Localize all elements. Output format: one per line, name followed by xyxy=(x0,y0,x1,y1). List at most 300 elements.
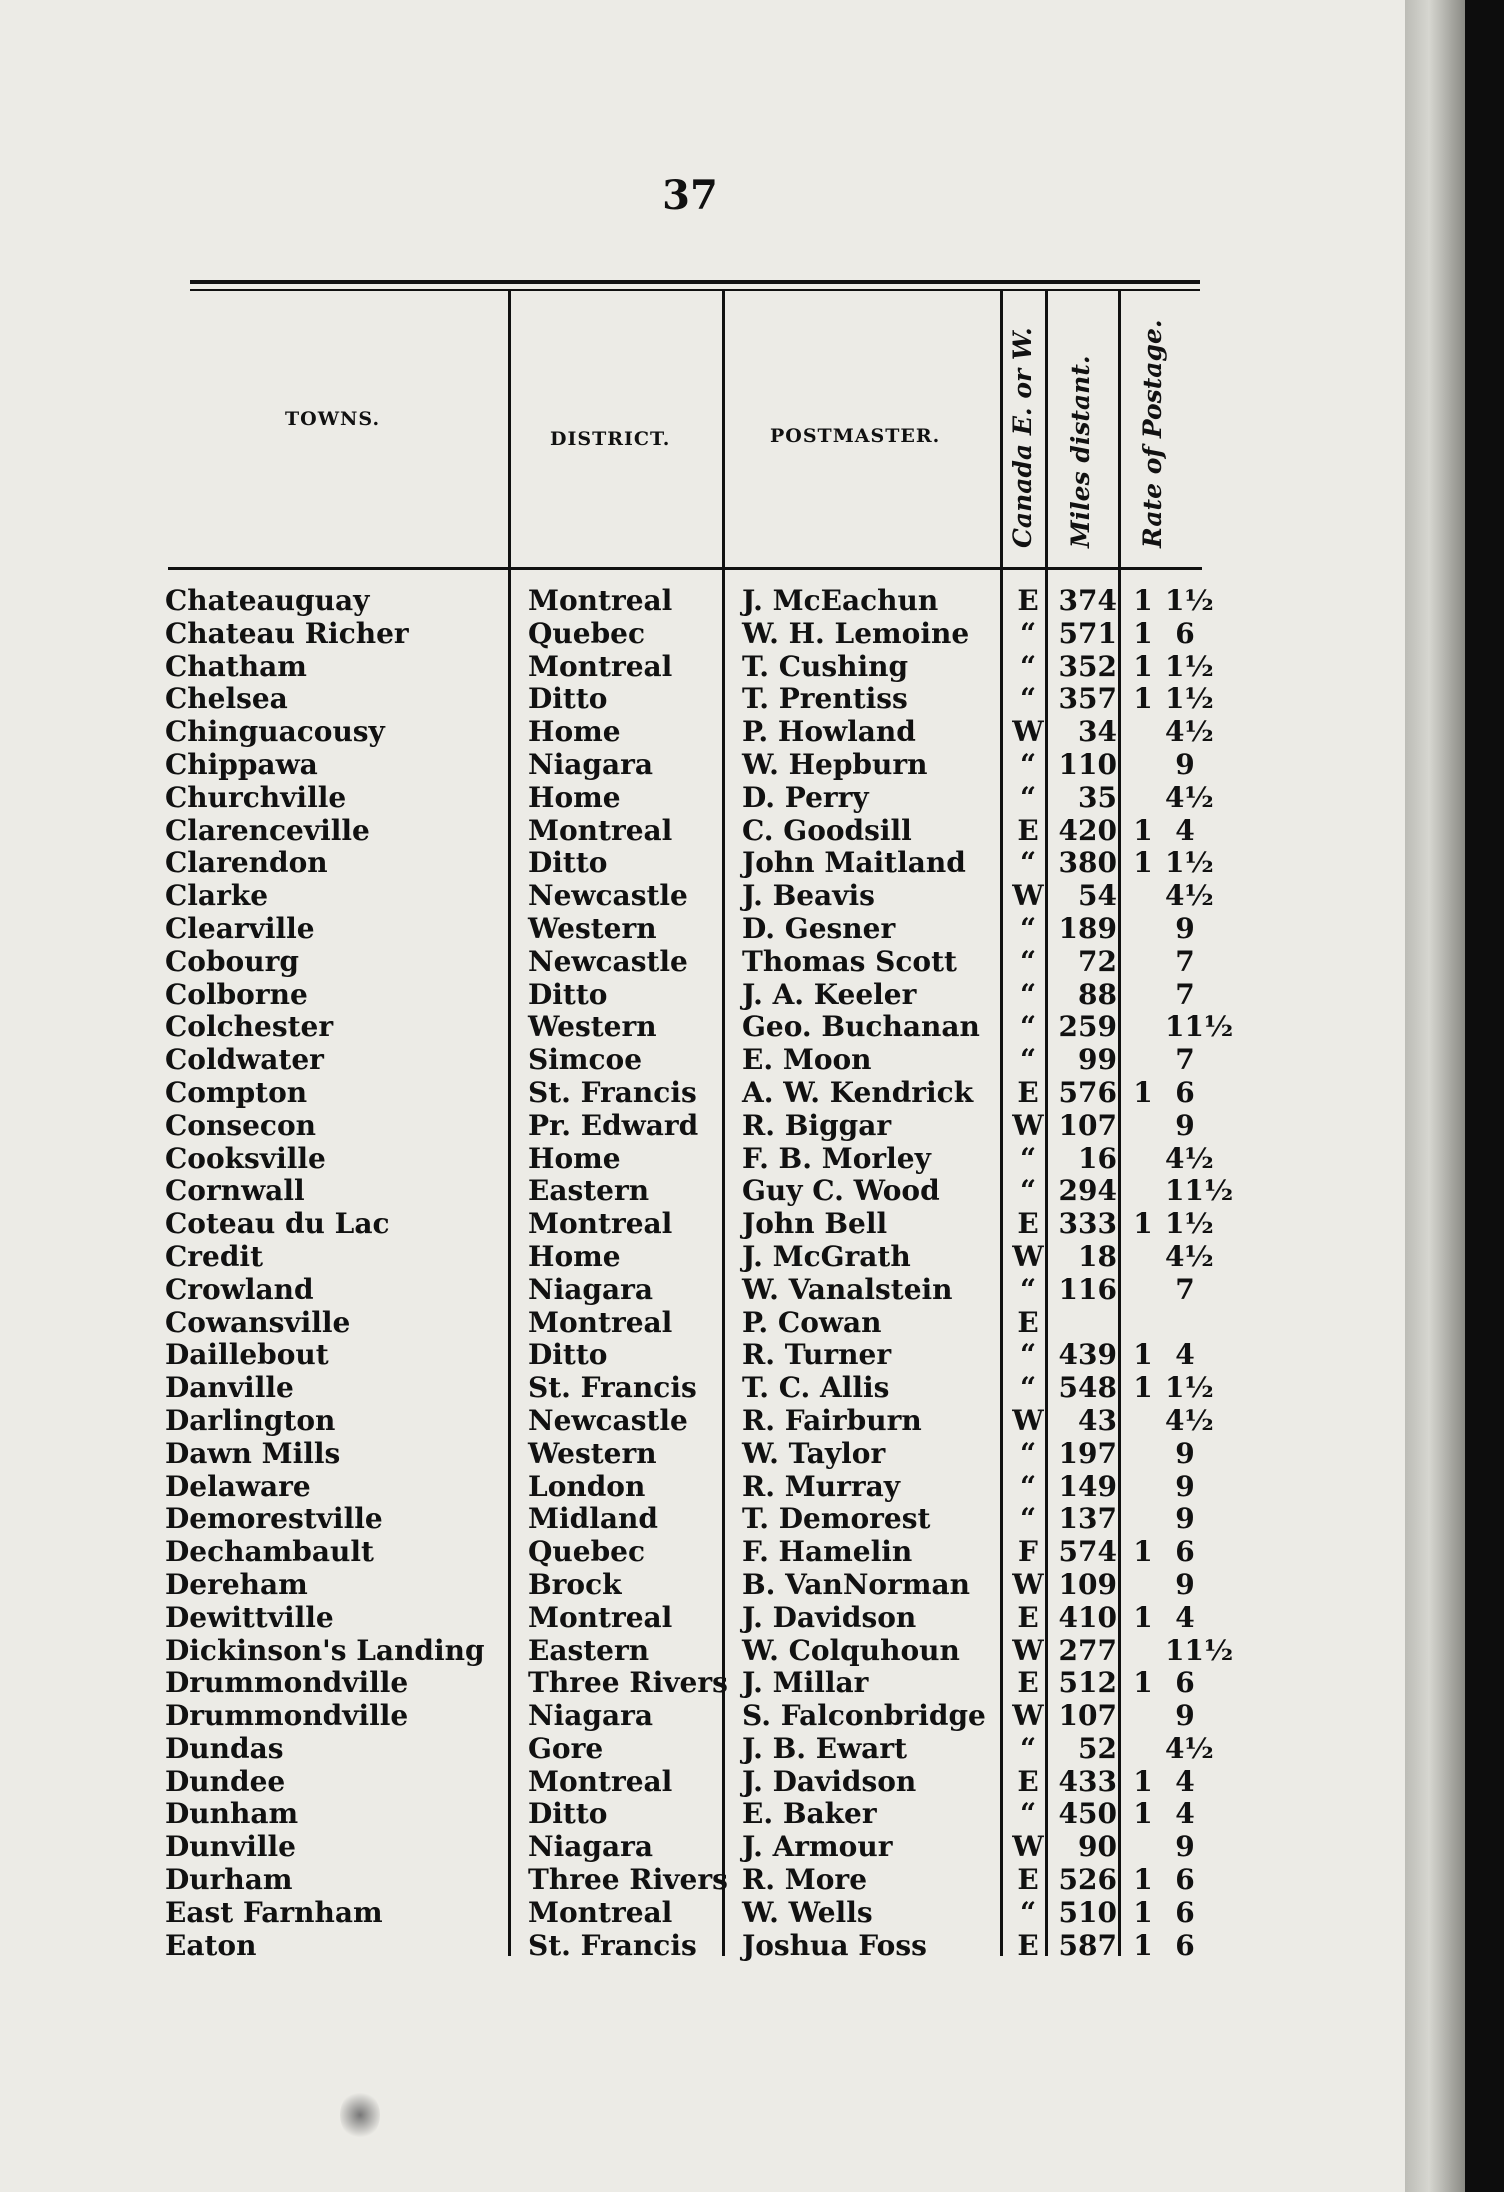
postmaster-cell: F. Hamelin xyxy=(742,1535,913,1569)
table-row xyxy=(165,1700,1225,1733)
miles-cell: 52 xyxy=(1078,1731,1117,1765)
town-cell: Eaton xyxy=(165,1928,257,1962)
postmaster-cell: John Maitland xyxy=(742,846,966,880)
postmaster-cell: E. Moon xyxy=(742,1043,872,1077)
table-row xyxy=(165,1077,1225,1110)
postmaster-cell: T. Demorest xyxy=(742,1502,931,1536)
canada-cell: E xyxy=(1017,813,1039,847)
district-cell: Montreal xyxy=(528,1764,673,1798)
page-number: 37 xyxy=(662,172,718,219)
postmaster-cell: J. Davidson xyxy=(742,1600,917,1634)
rate-pence-cell: 9 xyxy=(1175,1567,1195,1601)
miles-cell: 333 xyxy=(1058,1207,1117,1241)
postmaster-cell: W. H. Lemoine xyxy=(742,616,970,650)
rate-pence-cell: 4 xyxy=(1175,1764,1195,1798)
miles-cell: 352 xyxy=(1058,649,1117,683)
rate-pence-cell: 6 xyxy=(1175,1863,1195,1897)
rate-pence-cell: 9 xyxy=(1175,747,1195,781)
town-cell: Cooksville xyxy=(165,1141,326,1175)
canada-cell: W xyxy=(1012,1567,1044,1601)
district-cell: Newcastle xyxy=(528,944,688,978)
town-cell: Cobourg xyxy=(165,944,299,978)
rate-pence-cell: 7 xyxy=(1175,977,1195,1011)
rate-pence-cell: 4½ xyxy=(1165,1239,1214,1273)
postmaster-cell: F. B. Morley xyxy=(742,1141,931,1175)
miles-cell: 43 xyxy=(1078,1403,1117,1437)
postmaster-cell: J. Beavis xyxy=(742,879,875,913)
rate-pence-cell: 1½ xyxy=(1165,1371,1214,1405)
rate-pence-cell: 11½ xyxy=(1165,1010,1234,1044)
header-miles: Miles distant. xyxy=(1066,355,1095,548)
district-cell: Montreal xyxy=(528,649,673,683)
district-cell: Ditto xyxy=(528,682,608,716)
miles-cell: 90 xyxy=(1078,1830,1117,1864)
table-row xyxy=(165,1471,1225,1504)
miles-cell: 277 xyxy=(1058,1633,1117,1667)
canada-cell: E xyxy=(1017,1207,1039,1241)
table-row xyxy=(165,880,1225,913)
postmaster-cell: W. Colquhoun xyxy=(742,1633,960,1667)
canada-cell: W xyxy=(1012,1403,1044,1437)
page-edge xyxy=(1405,0,1465,2192)
table-row xyxy=(165,1339,1225,1372)
rate-pence-cell: 1½ xyxy=(1165,584,1214,617)
table-row xyxy=(165,749,1225,782)
canada-cell: “ xyxy=(1019,1174,1037,1208)
town-cell: Chippawa xyxy=(165,747,318,781)
rate-shilling-cell: 1 xyxy=(1133,1207,1153,1241)
scan-border xyxy=(1465,0,1504,2192)
rate-shilling-cell: 1 xyxy=(1133,682,1153,716)
table-row xyxy=(165,1798,1225,1831)
postmaster-cell: Guy C. Wood xyxy=(742,1174,940,1208)
town-cell: Darlington xyxy=(165,1403,336,1437)
table-row xyxy=(165,1372,1225,1405)
rate-shilling-cell: 1 xyxy=(1133,1075,1153,1109)
postmaster-cell: John Bell xyxy=(742,1207,888,1241)
miles-cell: 571 xyxy=(1058,616,1117,650)
district-cell: Brock xyxy=(528,1567,622,1601)
rate-pence-cell: 9 xyxy=(1175,1469,1195,1503)
postmaster-cell: R. Biggar xyxy=(742,1108,892,1142)
town-cell: Drummondville xyxy=(165,1699,409,1733)
district-cell: Montreal xyxy=(528,1600,673,1634)
canada-cell: E xyxy=(1017,1928,1039,1962)
rate-pence-cell: 4½ xyxy=(1165,1141,1214,1175)
miles-cell: 294 xyxy=(1058,1174,1117,1208)
postmaster-cell: C. Goodsill xyxy=(742,813,912,847)
miles-cell: 380 xyxy=(1058,846,1117,880)
town-cell: Colchester xyxy=(165,1010,334,1044)
canada-cell: “ xyxy=(1019,846,1037,880)
table-row xyxy=(165,716,1225,749)
miles-cell: 587 xyxy=(1058,1928,1117,1962)
district-cell: Pr. Edward xyxy=(528,1108,699,1142)
miles-cell: 16 xyxy=(1078,1141,1117,1175)
miles-cell: 88 xyxy=(1078,977,1117,1011)
table-row xyxy=(165,1766,1225,1799)
table-row xyxy=(165,946,1225,979)
town-cell: Dunville xyxy=(165,1830,296,1864)
district-cell: Simcoe xyxy=(528,1043,643,1077)
canada-cell: E xyxy=(1017,1863,1039,1897)
canada-cell: “ xyxy=(1019,944,1037,978)
postmaster-cell: W. Hepburn xyxy=(742,747,928,781)
postmaster-cell: R. More xyxy=(742,1863,868,1897)
postmaster-cell: T. Prentiss xyxy=(742,682,908,716)
district-cell: Quebec xyxy=(528,1535,646,1569)
miles-cell: 110 xyxy=(1058,747,1117,781)
rate-pence-cell: 6 xyxy=(1175,616,1195,650)
header-district: DISTRICT. xyxy=(550,428,671,450)
miles-cell: 54 xyxy=(1078,879,1117,913)
postmaster-cell: J. Millar xyxy=(742,1666,869,1700)
postmaster-cell: T. Cushing xyxy=(742,649,909,683)
miles-cell: 189 xyxy=(1058,911,1117,945)
rate-shilling-cell: 1 xyxy=(1133,846,1153,880)
canada-cell: F xyxy=(1018,1535,1038,1569)
town-cell: Clarendon xyxy=(165,846,328,880)
rate-pence-cell: 9 xyxy=(1175,1502,1195,1536)
canada-cell: “ xyxy=(1019,1010,1037,1044)
rate-shilling-cell: 1 xyxy=(1133,1371,1153,1405)
town-cell: Coteau du Lac xyxy=(165,1207,390,1241)
postmaster-cell: R. Murray xyxy=(742,1469,901,1503)
table-row xyxy=(165,847,1225,880)
town-cell: Cowansville xyxy=(165,1305,351,1339)
table-row xyxy=(165,585,1225,618)
rate-pence-cell: 9 xyxy=(1175,1108,1195,1142)
rate-pence-cell: 4½ xyxy=(1165,715,1214,749)
table-row xyxy=(165,1667,1225,1700)
postmaster-cell: A. W. Kendrick xyxy=(742,1075,974,1109)
rate-pence-cell: 4½ xyxy=(1165,1403,1214,1437)
town-cell: Chelsea xyxy=(165,682,288,716)
rate-pence-cell: 4½ xyxy=(1165,1731,1214,1765)
district-cell: Montreal xyxy=(528,584,673,617)
postmaster-cell: R. Turner xyxy=(742,1338,892,1372)
rate-shilling-cell: 1 xyxy=(1133,1764,1153,1798)
miles-cell: 109 xyxy=(1058,1567,1117,1601)
district-cell: Ditto xyxy=(528,1797,608,1831)
canada-cell: “ xyxy=(1019,1043,1037,1077)
miles-cell: 374 xyxy=(1058,584,1117,617)
canada-cell: W xyxy=(1012,1830,1044,1864)
miles-cell: 420 xyxy=(1058,813,1117,847)
district-cell: Western xyxy=(528,1010,657,1044)
canada-cell: E xyxy=(1017,584,1039,617)
district-cell: Montreal xyxy=(528,1895,673,1929)
rate-pence-cell: 9 xyxy=(1175,1830,1195,1864)
rate-pence-cell: 6 xyxy=(1175,1075,1195,1109)
rate-pence-cell: 4½ xyxy=(1165,780,1214,814)
canada-cell: “ xyxy=(1019,1141,1037,1175)
miles-cell: 137 xyxy=(1058,1502,1117,1536)
postmaster-cell: R. Fairburn xyxy=(742,1403,922,1437)
rate-shilling-cell: 1 xyxy=(1133,1895,1153,1929)
district-cell: Three Rivers xyxy=(528,1666,728,1700)
canada-cell: “ xyxy=(1019,977,1037,1011)
postmaster-cell: Joshua Foss xyxy=(742,1928,927,1962)
table-row xyxy=(165,1897,1225,1930)
town-cell: Dereham xyxy=(165,1567,308,1601)
table-row xyxy=(165,1536,1225,1569)
rate-pence-cell: 7 xyxy=(1175,1043,1195,1077)
town-cell: Colborne xyxy=(165,977,308,1011)
district-cell: St. Francis xyxy=(528,1928,697,1962)
miles-cell: 574 xyxy=(1058,1535,1117,1569)
rate-shilling-cell: 1 xyxy=(1133,1863,1153,1897)
rate-pence-cell: 7 xyxy=(1175,944,1195,978)
postmaster-cell: T. C. Allis xyxy=(742,1371,890,1405)
miles-cell: 439 xyxy=(1058,1338,1117,1372)
rate-pence-cell: 1½ xyxy=(1165,846,1214,880)
town-cell: Clearville xyxy=(165,911,315,945)
district-cell: Eastern xyxy=(528,1633,650,1667)
canada-cell: “ xyxy=(1019,747,1037,781)
canada-cell: “ xyxy=(1019,1895,1037,1929)
district-cell: St. Francis xyxy=(528,1075,697,1109)
table-row xyxy=(165,1110,1225,1143)
district-cell: Niagara xyxy=(528,1830,653,1864)
postmaster-cell: D. Gesner xyxy=(742,911,896,945)
district-cell: Niagara xyxy=(528,1699,653,1733)
rate-shilling-cell: 1 xyxy=(1133,1535,1153,1569)
postmaster-cell: Thomas Scott xyxy=(742,944,957,978)
miles-cell: 107 xyxy=(1058,1108,1117,1142)
table-row xyxy=(165,618,1225,651)
canada-cell: “ xyxy=(1019,1371,1037,1405)
miles-cell: 410 xyxy=(1058,1600,1117,1634)
table-row xyxy=(165,1831,1225,1864)
rate-shilling-cell: 1 xyxy=(1133,813,1153,847)
district-cell: Montreal xyxy=(528,1207,673,1241)
rate-pence-cell: 4 xyxy=(1175,1338,1195,1372)
table-row xyxy=(165,815,1225,848)
table-row xyxy=(165,683,1225,716)
district-cell: Niagara xyxy=(528,1272,653,1306)
canada-cell: “ xyxy=(1019,1469,1037,1503)
district-cell: Midland xyxy=(528,1502,658,1536)
canada-cell: E xyxy=(1017,1075,1039,1109)
town-cell: Drummondville xyxy=(165,1666,409,1700)
postmaster-cell: E. Baker xyxy=(742,1797,877,1831)
postmaster-cell: J. McGrath xyxy=(742,1239,911,1273)
town-cell: Chinguacousy xyxy=(165,715,385,749)
rate-shilling-cell: 1 xyxy=(1133,1600,1153,1634)
town-cell: Chatham xyxy=(165,649,307,683)
rate-shilling-cell: 1 xyxy=(1133,1666,1153,1700)
postmaster-cell: B. VanNorman xyxy=(742,1567,970,1601)
table-row xyxy=(165,1503,1225,1536)
postmaster-cell: W. Taylor xyxy=(742,1436,886,1470)
miles-cell: 512 xyxy=(1058,1666,1117,1700)
rate-pence-cell: 6 xyxy=(1175,1895,1195,1929)
miles-cell: 34 xyxy=(1078,715,1117,749)
town-cell: Durham xyxy=(165,1863,293,1897)
rate-pence-cell: 1½ xyxy=(1165,1207,1214,1241)
canada-cell: E xyxy=(1017,1305,1039,1339)
district-cell: Home xyxy=(528,780,621,814)
header-towns: TOWNS. xyxy=(285,408,381,430)
top-rule-thick xyxy=(190,280,1200,284)
district-cell: Ditto xyxy=(528,846,608,880)
canada-cell: “ xyxy=(1019,1502,1037,1536)
town-cell: Compton xyxy=(165,1075,308,1109)
miles-cell: 107 xyxy=(1058,1699,1117,1733)
rate-shilling-cell: 1 xyxy=(1133,1338,1153,1372)
district-cell: Quebec xyxy=(528,616,646,650)
table-row xyxy=(165,1438,1225,1471)
canada-cell: “ xyxy=(1019,780,1037,814)
rate-shilling-cell: 1 xyxy=(1133,1928,1153,1962)
table-row xyxy=(165,1633,1234,1668)
table-row xyxy=(165,1405,1225,1438)
rate-pence-cell: 6 xyxy=(1175,1535,1195,1569)
rate-pence-cell: 11½ xyxy=(1165,1633,1234,1667)
miles-cell: 548 xyxy=(1058,1371,1117,1405)
postmaster-cell: J. McEachun xyxy=(742,584,939,617)
rate-shilling-cell: 1 xyxy=(1133,1797,1153,1831)
postmaster-cell: D. Perry xyxy=(742,780,869,814)
miles-cell: 149 xyxy=(1058,1469,1117,1503)
canada-cell: “ xyxy=(1019,1731,1037,1765)
table-row xyxy=(165,1864,1225,1897)
town-cell: Dechambault xyxy=(165,1535,374,1569)
canada-cell: “ xyxy=(1019,1272,1037,1306)
rate-pence-cell: 9 xyxy=(1175,1436,1195,1470)
canada-cell: E xyxy=(1017,1764,1039,1798)
postmaster-cell: J. B. Ewart xyxy=(742,1731,908,1765)
table-row xyxy=(165,1010,1234,1044)
town-cell: Dickinson's Landing xyxy=(165,1633,485,1667)
rate-pence-cell: 11½ xyxy=(1165,1174,1234,1208)
district-cell: Home xyxy=(528,1239,621,1273)
canada-cell: W xyxy=(1012,1633,1044,1667)
postal-table-body xyxy=(165,584,1234,1962)
town-cell: Delaware xyxy=(165,1469,311,1503)
miles-cell: 72 xyxy=(1078,944,1117,978)
town-cell: Dewittville xyxy=(165,1600,334,1634)
district-cell: Western xyxy=(528,911,657,945)
miles-cell: 576 xyxy=(1058,1075,1117,1109)
district-cell: Ditto xyxy=(528,1338,608,1372)
canada-cell: W xyxy=(1012,879,1044,913)
canada-cell: W xyxy=(1012,715,1044,749)
postmaster-cell: Geo. Buchanan xyxy=(742,1010,980,1044)
postmaster-cell: P. Howland xyxy=(742,715,916,749)
rate-pence-cell: 4 xyxy=(1175,1600,1195,1634)
table-row xyxy=(165,1274,1225,1307)
rate-pence-cell: 4 xyxy=(1175,813,1195,847)
rate-pence-cell: 4 xyxy=(1175,1797,1195,1831)
header-rate: Rate of Postage. xyxy=(1138,319,1167,548)
town-cell: Clarke xyxy=(165,879,269,913)
rate-pence-cell: 9 xyxy=(1175,911,1195,945)
postmaster-cell: J. Davidson xyxy=(742,1764,917,1798)
table-row xyxy=(165,1307,1225,1340)
canada-cell: “ xyxy=(1019,1797,1037,1831)
district-cell: Newcastle xyxy=(528,1403,688,1437)
town-cell: Chateau Richer xyxy=(165,616,409,650)
district-cell: Ditto xyxy=(528,977,608,1011)
miles-cell: 99 xyxy=(1078,1043,1117,1077)
town-cell: Dundas xyxy=(165,1731,284,1765)
district-cell: St. Francis xyxy=(528,1371,697,1405)
district-cell: Eastern xyxy=(528,1174,650,1208)
town-cell: Crowland xyxy=(165,1272,314,1306)
town-cell: Churchville xyxy=(165,780,347,814)
canada-cell: W xyxy=(1012,1699,1044,1733)
town-cell: Demorestville xyxy=(165,1502,383,1536)
district-cell: Western xyxy=(528,1436,657,1470)
miles-cell: 526 xyxy=(1058,1863,1117,1897)
table-row xyxy=(165,1930,1225,1963)
rate-pence-cell: 6 xyxy=(1175,1666,1195,1700)
postmaster-cell: W. Wells xyxy=(742,1895,873,1929)
miles-cell: 197 xyxy=(1058,1436,1117,1470)
postmaster-cell: W. Vanalstein xyxy=(742,1272,953,1306)
district-cell: Home xyxy=(528,715,621,749)
table-row xyxy=(165,782,1225,815)
top-rule-thin xyxy=(190,289,1200,291)
canada-cell: “ xyxy=(1019,911,1037,945)
table-row xyxy=(165,1733,1225,1766)
table-row xyxy=(165,651,1225,684)
canada-cell: E xyxy=(1017,1666,1039,1700)
header-canada: Canada E. or W. xyxy=(1008,327,1037,548)
district-cell: Gore xyxy=(528,1731,604,1765)
postmaster-cell: J. A. Keeler xyxy=(742,977,917,1011)
rate-pence-cell: 1½ xyxy=(1165,682,1214,716)
district-cell: Three Rivers xyxy=(528,1863,728,1897)
canada-cell: “ xyxy=(1019,1338,1037,1372)
canada-cell: E xyxy=(1017,1600,1039,1634)
canada-cell: W xyxy=(1012,1239,1044,1273)
miles-cell: 510 xyxy=(1058,1895,1117,1929)
town-cell: Dunham xyxy=(165,1797,299,1831)
postmaster-cell: S. Falconbridge xyxy=(742,1699,986,1733)
table-row xyxy=(165,1602,1225,1635)
town-cell: Clarenceville xyxy=(165,813,370,847)
town-cell: Cornwall xyxy=(165,1174,305,1208)
town-cell: Danville xyxy=(165,1371,294,1405)
table-row xyxy=(165,913,1225,946)
canada-cell: “ xyxy=(1019,649,1037,683)
canada-cell: “ xyxy=(1019,1436,1037,1470)
header-postmaster: POSTMASTER. xyxy=(770,425,941,447)
rate-shilling-cell: 1 xyxy=(1133,616,1153,650)
town-cell: Dawn Mills xyxy=(165,1436,341,1470)
town-cell: East Farnham xyxy=(165,1895,383,1929)
canada-cell: “ xyxy=(1019,682,1037,716)
miles-cell: 18 xyxy=(1078,1239,1117,1273)
miles-cell: 357 xyxy=(1058,682,1117,716)
rate-pence-cell: 6 xyxy=(1175,1928,1195,1962)
rate-shilling-cell: 1 xyxy=(1133,649,1153,683)
district-cell: Montreal xyxy=(528,813,673,847)
district-cell: Home xyxy=(528,1141,621,1175)
postmaster-cell: P. Cowan xyxy=(742,1305,882,1339)
miles-cell: 35 xyxy=(1078,780,1117,814)
ink-smudge xyxy=(340,2090,380,2140)
table-row xyxy=(165,1143,1225,1176)
table-row xyxy=(165,1174,1234,1208)
table-row xyxy=(165,1241,1225,1274)
district-cell: London xyxy=(528,1469,646,1503)
district-cell: Montreal xyxy=(528,1305,673,1339)
miles-cell: 433 xyxy=(1058,1764,1117,1798)
